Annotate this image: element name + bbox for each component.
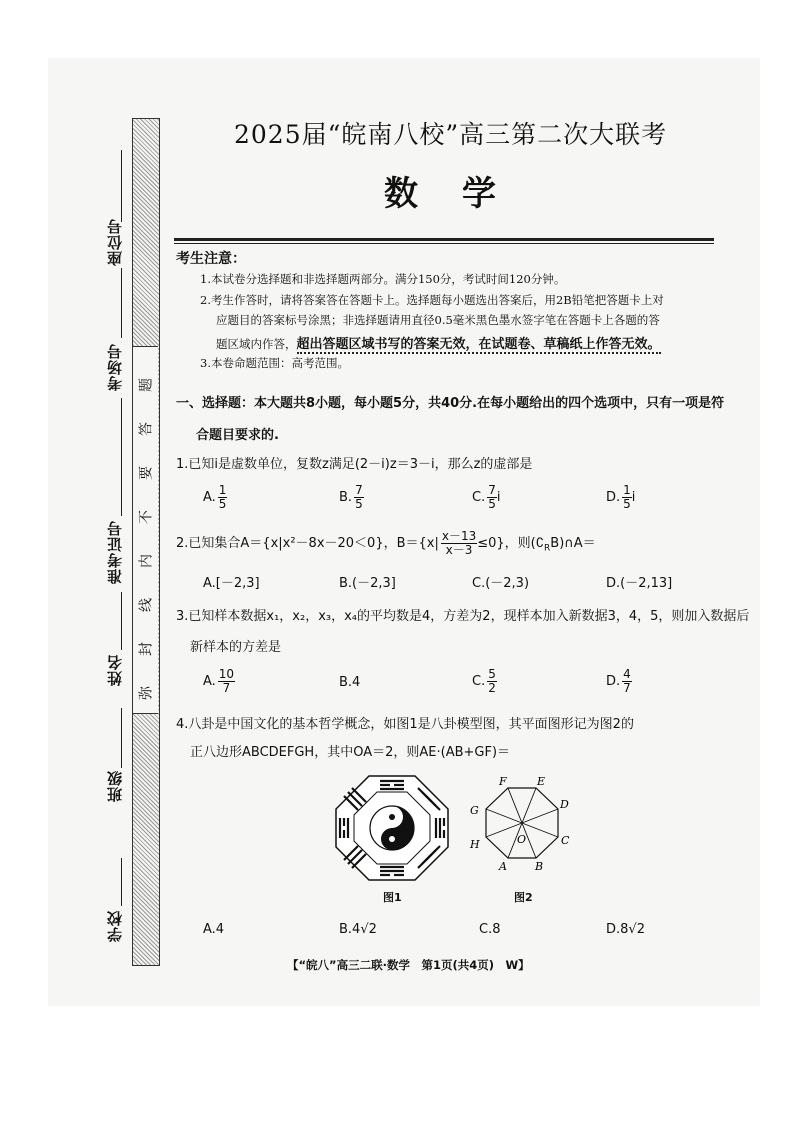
class-label: 班级 bbox=[106, 770, 124, 802]
warning-char: 题 bbox=[138, 378, 155, 392]
q2-stem-b: ≤0}，则(∁ bbox=[477, 536, 545, 551]
fraction bbox=[218, 668, 235, 695]
complement-subscript: R bbox=[544, 543, 551, 554]
numerator: 10 bbox=[218, 667, 235, 681]
section-1-heading-cont: 合题目要求的. bbox=[196, 428, 279, 443]
note-2-line-3a: 题区域内作答， bbox=[216, 337, 297, 351]
note-2-line-3 bbox=[216, 333, 661, 352]
q2-stem-c: B)∩A＝ bbox=[550, 536, 596, 551]
section-1-heading: 一、选择题：本大题共8小题，每小题5分，共40分.在每小题给出的四个选项中，只有一项是符 bbox=[176, 396, 725, 411]
q4-option-c: C.8 bbox=[479, 922, 501, 937]
imaginary-unit: i bbox=[631, 490, 636, 505]
warning-char: 答 bbox=[138, 422, 155, 436]
exam-title: 2025届“皖南八校”高三第二次大联考 bbox=[234, 120, 668, 149]
vertex-label-c: C bbox=[561, 834, 570, 847]
denominator: x－3 bbox=[445, 543, 473, 557]
q4-line-2: 正八边形ABCDEFGH，其中OA＝2，则AE·(AB+GF)＝ bbox=[190, 745, 511, 760]
fraction bbox=[354, 484, 364, 511]
q1-stem: 1.已知i是虚数单位，复数z满足(2－i)z＝3－i，那么z的虚部是 bbox=[176, 457, 533, 472]
no-credit-warning: 超出答题区域书写的答案无效，在试题卷、草稿纸上作答无效。 bbox=[296, 337, 661, 352]
q1-option-a bbox=[203, 484, 227, 511]
q3-option-b: B.4 bbox=[339, 675, 361, 690]
q3-option-d bbox=[606, 668, 632, 695]
q2-option-d: D.(－2,13] bbox=[606, 576, 673, 591]
q2-stem-a: 2.已知集合A＝{x|x²－8x－20＜0}，B＝{x| bbox=[176, 536, 439, 551]
warning-char: 内 bbox=[138, 554, 155, 568]
seal-warning-box bbox=[133, 346, 158, 714]
vertex-label-e: E bbox=[537, 775, 546, 788]
class-line bbox=[121, 708, 122, 768]
figure-1-caption: 图1 bbox=[383, 891, 402, 904]
fraction bbox=[622, 668, 632, 695]
numerator: 1 bbox=[623, 483, 631, 497]
q2-stem bbox=[176, 530, 596, 557]
q1-option-b bbox=[339, 484, 364, 511]
q1-option-c bbox=[472, 484, 500, 511]
option-label: D. bbox=[606, 674, 621, 689]
q1-option-d bbox=[606, 484, 635, 511]
center-label-o: O bbox=[517, 833, 527, 846]
title-rule-thin bbox=[174, 243, 714, 244]
option-label: A. bbox=[203, 674, 216, 689]
denominator: 7 bbox=[222, 681, 231, 695]
exam-room-label: 考场号 bbox=[106, 343, 124, 391]
vertex-label-g: G bbox=[470, 804, 479, 817]
q4-option-d: D.8√2 bbox=[606, 922, 645, 937]
warning-char: 封 bbox=[138, 642, 155, 656]
fraction bbox=[622, 484, 632, 511]
denominator: 5 bbox=[218, 497, 227, 511]
denominator: 7 bbox=[623, 681, 631, 695]
school-line bbox=[121, 858, 122, 906]
denominator: 2 bbox=[488, 681, 496, 695]
q2-option-c: C.(－2,3) bbox=[472, 576, 530, 591]
option-label: B. bbox=[339, 490, 353, 505]
note-2-line-1: 2.考生作答时，请将答案答在答题卡上。选择题每小题选出答案后，用2B铅笔把答题卡上对 bbox=[200, 293, 664, 307]
q3-option-c bbox=[472, 668, 497, 695]
numerator: 4 bbox=[623, 667, 631, 681]
numerator: 7 bbox=[488, 483, 496, 497]
vertex-label-a: A bbox=[499, 860, 507, 873]
vertex-label-b: B bbox=[535, 860, 544, 873]
school-label: 学校 bbox=[106, 910, 124, 942]
ticket-label: 准考证号 bbox=[106, 520, 124, 584]
denominator: 5 bbox=[488, 497, 496, 511]
subject-title: 数学 bbox=[384, 174, 540, 214]
warning-char: 弥 bbox=[138, 686, 155, 700]
option-label: D. bbox=[606, 490, 621, 505]
note-3: 3.本卷命题范围：高考范围。 bbox=[200, 356, 349, 370]
q4-line-1: 4.八卦是中国文化的基本哲学概念，如图1是八卦模型图，其平面图形记为图2的 bbox=[176, 717, 634, 732]
note-2-line-2: 应题目的答案标号涂黑；非选择题请用直径0.5毫米黑色墨水签字笔在答题卡上各题的答 bbox=[216, 313, 660, 327]
q3-line-2: 新样本的方差是 bbox=[190, 640, 282, 655]
q2-fraction bbox=[441, 530, 477, 557]
numerator: 1 bbox=[218, 483, 227, 497]
imaginary-unit: i bbox=[496, 490, 501, 505]
ticket-line bbox=[121, 398, 122, 516]
seat-label: 座位号 bbox=[106, 218, 124, 266]
octagon-figure bbox=[462, 772, 586, 884]
fraction bbox=[487, 484, 497, 511]
vertex-label-h: H bbox=[470, 838, 480, 851]
fraction bbox=[487, 668, 497, 695]
fraction bbox=[218, 484, 228, 511]
taiji-dot-light bbox=[389, 836, 395, 842]
numerator: x－13 bbox=[441, 529, 477, 543]
q3-option-a bbox=[203, 668, 235, 695]
notes-heading: 考生注意： bbox=[176, 251, 246, 267]
name-line bbox=[121, 592, 122, 650]
option-label: A. bbox=[203, 490, 216, 505]
warning-char: 不 bbox=[138, 510, 155, 524]
room-line bbox=[121, 268, 122, 338]
q3-line-1: 3.已知样本数据x₁，x₂，x₃，x₄的平均数是4，方差为2，现样本加入新数据3，4，5，则加入数据后 bbox=[176, 609, 750, 624]
page-footer: 【“皖八”高三二联·数学 第1页(共4页) W】 bbox=[287, 958, 530, 972]
warning-char: 线 bbox=[138, 598, 155, 612]
name-label: 姓名 bbox=[106, 654, 124, 686]
numerator: 5 bbox=[488, 667, 496, 681]
vertex-label-d: D bbox=[560, 798, 569, 811]
q4-option-b: B.4√2 bbox=[339, 922, 377, 937]
numerator: 7 bbox=[355, 483, 363, 497]
denominator: 5 bbox=[355, 497, 363, 511]
title-rule-thick bbox=[174, 238, 714, 241]
bagua-figure bbox=[330, 772, 454, 884]
q2-option-a: A.[－2,3] bbox=[203, 576, 260, 591]
note-1: 1.本试卷分选择题和非选择题两部分。满分150分，考试时间120分钟。 bbox=[200, 272, 566, 286]
q4-option-a: A.4 bbox=[203, 922, 225, 937]
q2-option-b: B.(－2,3] bbox=[339, 576, 396, 591]
vertex-label-f: F bbox=[499, 775, 507, 788]
warning-char: 要 bbox=[138, 466, 155, 480]
option-label: C. bbox=[472, 674, 486, 689]
option-label: C. bbox=[472, 490, 486, 505]
denominator: 5 bbox=[623, 497, 631, 511]
taiji-dot-dark bbox=[389, 814, 395, 820]
seat-line bbox=[121, 150, 122, 222]
figure-2-caption: 图2 bbox=[514, 891, 533, 904]
